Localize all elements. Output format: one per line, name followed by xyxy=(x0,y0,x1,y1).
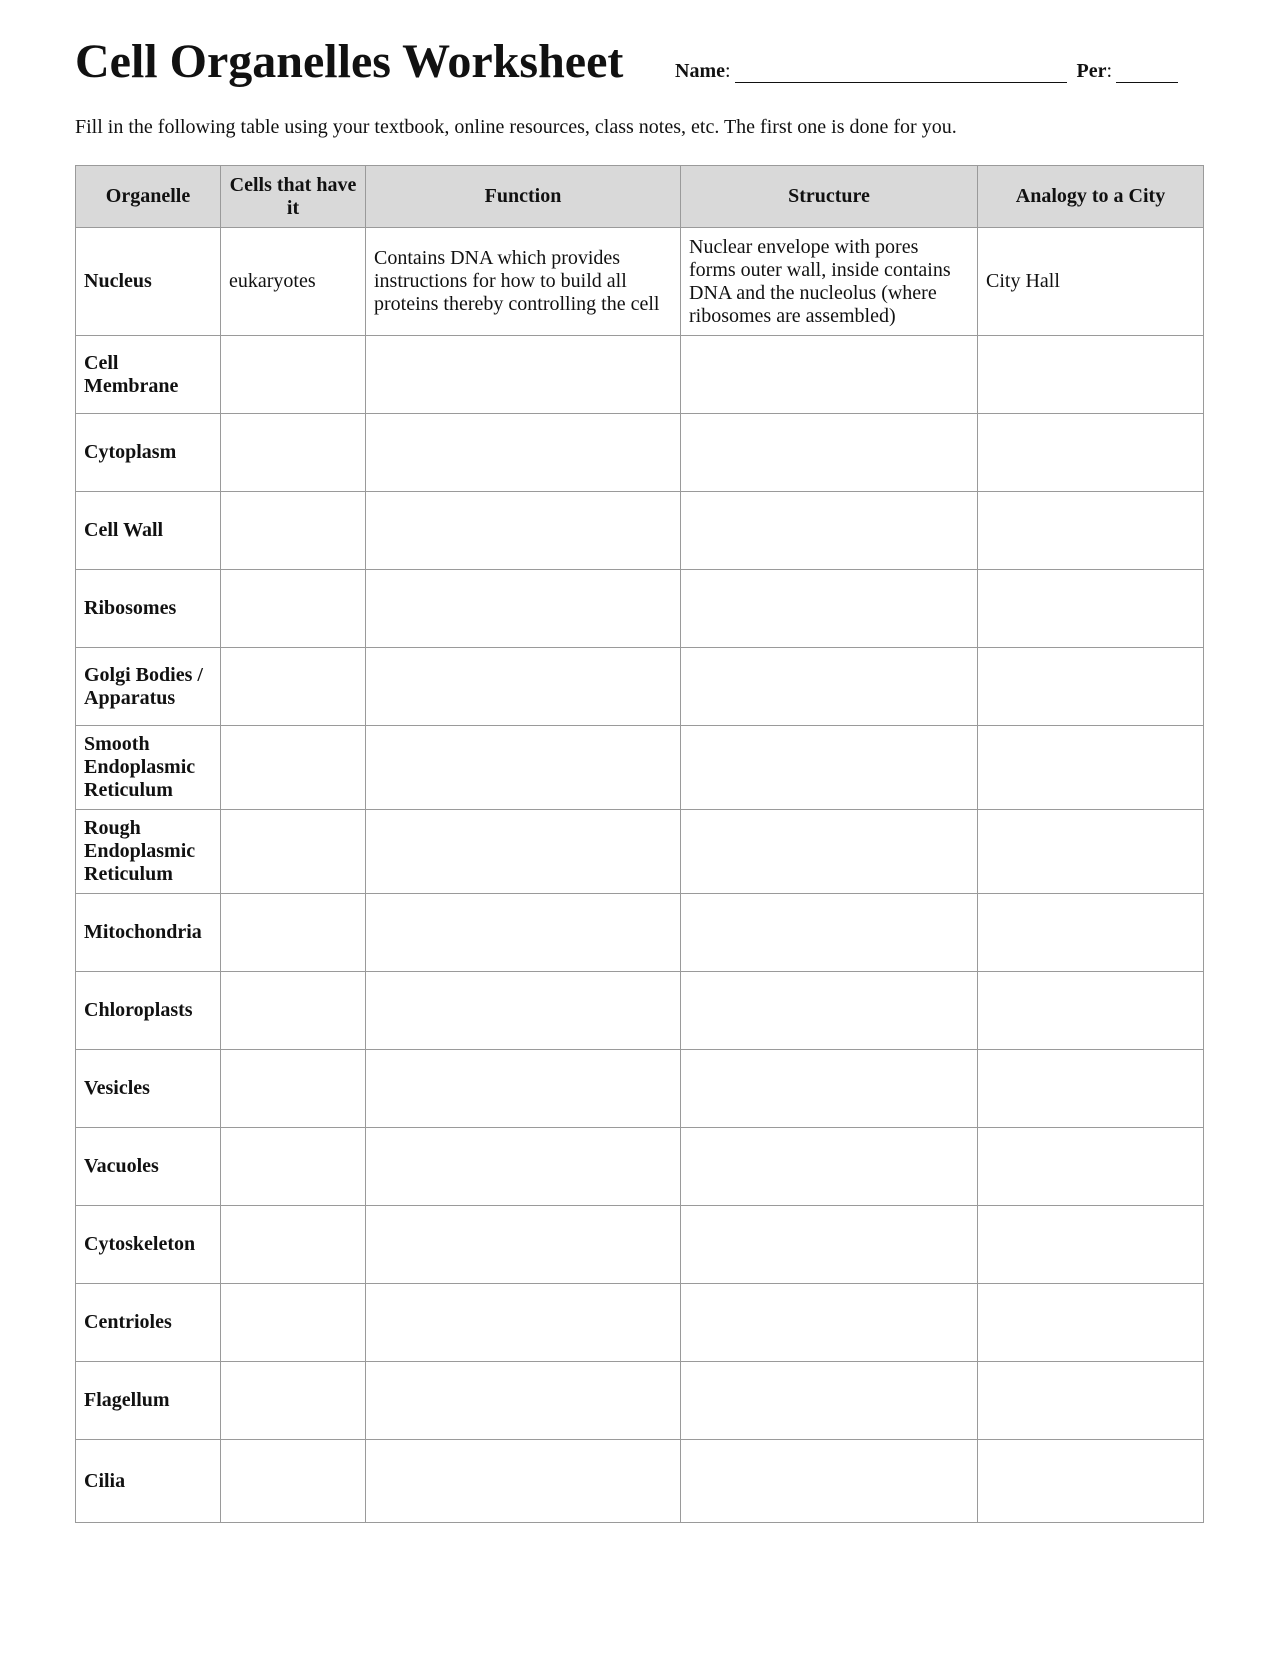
page-title: Cell Organelles Worksheet xyxy=(75,35,624,88)
organelle-cell: Cilia xyxy=(76,1440,221,1523)
function-cell[interactable] xyxy=(366,810,681,894)
function-cell[interactable] xyxy=(366,1128,681,1206)
table-row xyxy=(76,1050,1204,1128)
function-cell[interactable] xyxy=(366,1362,681,1440)
function-cell[interactable] xyxy=(366,414,681,492)
table-row xyxy=(76,648,1204,726)
column-header-cells: Cells that have it xyxy=(221,166,366,228)
structure-cell[interactable] xyxy=(681,1284,978,1362)
per-colon: : xyxy=(1106,60,1113,82)
name-blank[interactable] xyxy=(735,62,1067,83)
organelle-table xyxy=(75,165,1204,1523)
organelle-cell: Cell Membrane xyxy=(76,336,221,414)
table-row xyxy=(76,414,1204,492)
function-cell[interactable] xyxy=(366,972,681,1050)
function-cell[interactable] xyxy=(366,1206,681,1284)
analogy-cell[interactable] xyxy=(978,570,1204,648)
analogy-cell[interactable] xyxy=(978,414,1204,492)
analogy-cell[interactable] xyxy=(978,726,1204,810)
analogy-cell[interactable] xyxy=(978,492,1204,570)
per-label: Per xyxy=(1076,60,1107,82)
function-cell[interactable]: Contains DNA which provides instructions for how to build all proteins thereby controlling the cell xyxy=(366,228,681,336)
table-row xyxy=(76,492,1204,570)
structure-cell[interactable] xyxy=(681,336,978,414)
cells-cell[interactable] xyxy=(221,414,366,492)
structure-cell[interactable] xyxy=(681,492,978,570)
analogy-cell[interactable] xyxy=(978,648,1204,726)
structure-cell[interactable] xyxy=(681,648,978,726)
organelle-cell: Cytoplasm xyxy=(76,414,221,492)
analogy-cell[interactable] xyxy=(978,1206,1204,1284)
organelle-cell: Vacuoles xyxy=(76,1128,221,1206)
cells-cell[interactable] xyxy=(221,336,366,414)
column-header-organelle: Organelle xyxy=(76,166,221,228)
table-row xyxy=(76,1206,1204,1284)
analogy-cell[interactable] xyxy=(978,1284,1204,1362)
structure-cell[interactable] xyxy=(681,414,978,492)
table-row xyxy=(76,894,1204,972)
cells-cell[interactable] xyxy=(221,1440,366,1523)
cells-cell[interactable] xyxy=(221,894,366,972)
cells-cell[interactable] xyxy=(221,648,366,726)
function-cell[interactable] xyxy=(366,726,681,810)
cells-cell[interactable] xyxy=(221,570,366,648)
analogy-cell[interactable] xyxy=(978,1050,1204,1128)
analogy-cell[interactable] xyxy=(978,1362,1204,1440)
per-blank[interactable] xyxy=(1116,62,1178,83)
analogy-cell[interactable] xyxy=(978,1128,1204,1206)
function-cell[interactable] xyxy=(366,1440,681,1523)
analogy-cell[interactable] xyxy=(978,810,1204,894)
cells-cell[interactable] xyxy=(221,1362,366,1440)
organelle-cell: Chloroplasts xyxy=(76,972,221,1050)
name-label: Name xyxy=(675,60,725,82)
organelle-cell: Ribosomes xyxy=(76,570,221,648)
organelle-cell: Vesicles xyxy=(76,1050,221,1128)
name-period-fields xyxy=(675,60,1178,83)
table-row xyxy=(76,1440,1204,1523)
table-row xyxy=(76,726,1204,810)
structure-cell[interactable] xyxy=(681,726,978,810)
organelle-cell: Rough Endoplasmic Reticulum xyxy=(76,810,221,894)
table-row xyxy=(76,1284,1204,1362)
structure-cell[interactable] xyxy=(681,972,978,1050)
cells-cell[interactable] xyxy=(221,810,366,894)
function-cell[interactable] xyxy=(366,1050,681,1128)
structure-cell[interactable] xyxy=(681,810,978,894)
instructions: Fill in the following table using your textbook, online resources, class notes, etc. The first one is done for you. xyxy=(75,116,957,138)
analogy-cell[interactable] xyxy=(978,1440,1204,1523)
cells-cell[interactable] xyxy=(221,726,366,810)
cells-cell[interactable] xyxy=(221,972,366,1050)
cells-cell[interactable] xyxy=(221,492,366,570)
organelle-cell: Centrioles xyxy=(76,1284,221,1362)
structure-cell[interactable] xyxy=(681,1362,978,1440)
analogy-cell[interactable] xyxy=(978,972,1204,1050)
structure-cell[interactable] xyxy=(681,1440,978,1523)
structure-cell[interactable] xyxy=(681,1050,978,1128)
analogy-cell[interactable] xyxy=(978,894,1204,972)
table-row xyxy=(76,336,1204,414)
cells-cell[interactable] xyxy=(221,1206,366,1284)
function-cell[interactable] xyxy=(366,336,681,414)
cells-cell[interactable] xyxy=(221,1128,366,1206)
cells-cell[interactable]: eukaryotes xyxy=(221,228,366,336)
column-header-function: Function xyxy=(366,166,681,228)
structure-cell[interactable] xyxy=(681,1128,978,1206)
table-row xyxy=(76,810,1204,894)
structure-cell[interactable] xyxy=(681,1206,978,1284)
table-row xyxy=(76,570,1204,648)
table-header-row xyxy=(76,166,1204,228)
analogy-cell[interactable]: City Hall xyxy=(978,228,1204,336)
organelle-cell: Smooth Endoplasmic Reticulum xyxy=(76,726,221,810)
structure-cell[interactable] xyxy=(681,570,978,648)
structure-cell[interactable] xyxy=(681,894,978,972)
column-header-structure: Structure xyxy=(681,166,978,228)
table-row xyxy=(76,228,1204,336)
table-row xyxy=(76,1362,1204,1440)
organelle-cell: Flagellum xyxy=(76,1362,221,1440)
structure-cell[interactable]: Nuclear envelope with pores forms outer wall, inside contains DNA and the nucleolus (where ribosomes are assembled) xyxy=(681,228,978,336)
organelle-cell: Golgi Bodies / Apparatus xyxy=(76,648,221,726)
analogy-cell[interactable] xyxy=(978,336,1204,414)
function-cell[interactable] xyxy=(366,570,681,648)
function-cell[interactable] xyxy=(366,894,681,972)
function-cell[interactable] xyxy=(366,648,681,726)
table-row xyxy=(76,1128,1204,1206)
name-colon: : xyxy=(724,60,731,82)
function-cell[interactable] xyxy=(366,1284,681,1362)
table-row xyxy=(76,972,1204,1050)
organelle-cell: Cytoskeleton xyxy=(76,1206,221,1284)
cells-cell[interactable] xyxy=(221,1284,366,1362)
organelle-cell: Cell Wall xyxy=(76,492,221,570)
organelle-cell: Mitochondria xyxy=(76,894,221,972)
column-header-analogy: Analogy to a City xyxy=(978,166,1204,228)
function-cell[interactable] xyxy=(366,492,681,570)
organelle-cell: Nucleus xyxy=(76,228,221,336)
cells-cell[interactable] xyxy=(221,1050,366,1128)
